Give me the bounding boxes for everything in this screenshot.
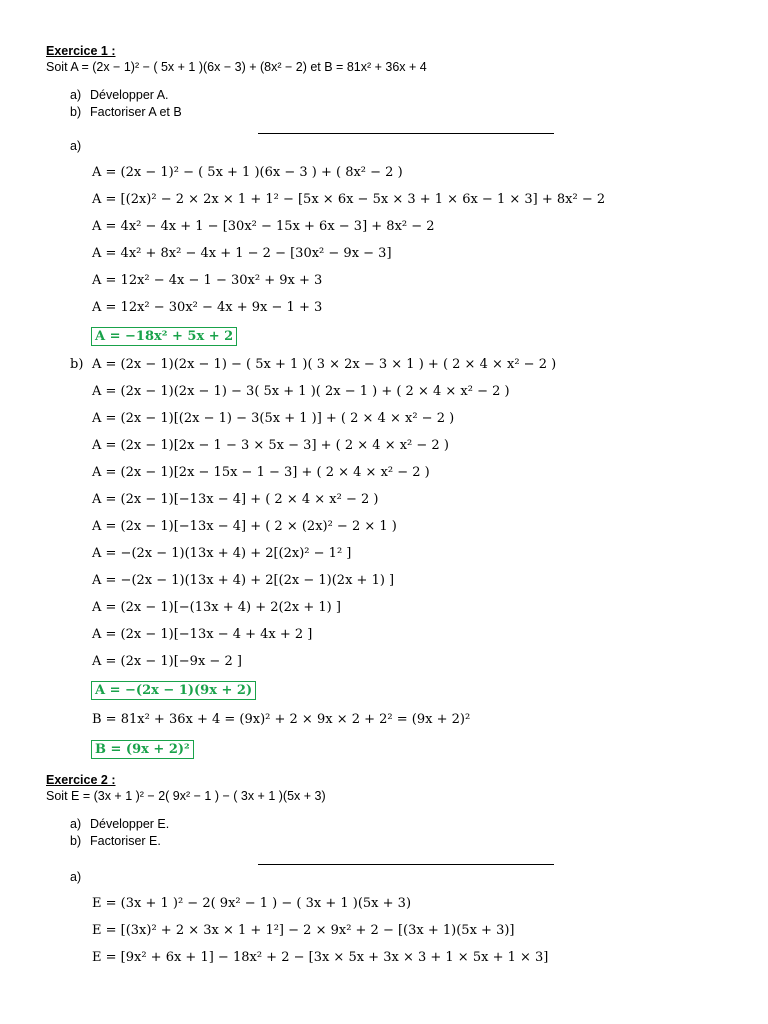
equation-line: A = (2x − 1)² − ( 5x + 1 )(6x − 3 ) + ( 8x² − 2 ) (92, 165, 403, 180)
equation-line: A = (2x − 1)[−13x − 4] + ( 2 × (2x)² − 2 × 1 ) (92, 519, 397, 534)
task-text: Factoriser A et B (90, 105, 182, 119)
task-label: a) (70, 817, 82, 831)
task-item (70, 88, 169, 102)
result-a-developed: A = −18x² + 5x + 2 (91, 327, 237, 346)
result-box (91, 327, 237, 346)
equation-line: A = 12x² − 30x² − 4x + 9x − 1 + 3 (92, 300, 323, 315)
equation-line: E = (3x + 1 )² − 2( 9x² − 1 ) − ( 3x + 1 )(5x + 3) (92, 896, 412, 911)
part-a-label: a) (70, 870, 82, 884)
equation-line: A = −(2x − 1)(13x + 4) + 2[(2x − 1)(2x + 1) ] (92, 573, 395, 588)
exercise-1-statement: Soit A = (2x − 1)² − ( 5x + 1 )(6x − 3) + (8x² − 2) et B = 81x² + 36x + 4 (46, 60, 427, 74)
equation-line: A = 4x² − 4x + 1 − [30x² − 15x + 6x − 3] + 8x² − 2 (92, 219, 435, 234)
task-text: Développer E. (90, 817, 170, 831)
task-label: a) (70, 88, 82, 102)
equation-line: A = (2x − 1)[−13x − 4] + ( 2 × 4 × x² − 2 ) (92, 492, 379, 507)
result-a-factored: A = −(2x − 1)(9x + 2) (91, 681, 256, 700)
task-item (70, 105, 182, 119)
task-text: Factoriser E. (90, 834, 161, 848)
task-item (70, 817, 169, 831)
equation-line: A = (2x − 1)[−(13x + 4) + 2(2x + 1) ] (92, 600, 341, 615)
part-b-label: b) (70, 357, 84, 372)
equation-line: E = [9x² + 6x + 1] − 18x² + 2 − [3x × 5x + 3x × 3 + 1 × 5x + 1 × 3] (92, 950, 549, 965)
part-a-label: a) (70, 139, 82, 153)
task-text: Développer A. (90, 88, 169, 102)
task-label: b) (70, 105, 82, 119)
separator-line (258, 864, 554, 865)
result-box (91, 740, 194, 759)
task-item (70, 834, 161, 848)
equation-line: A = (2x − 1)[2x − 15x − 1 − 3] + ( 2 × 4 × x² − 2 ) (92, 465, 430, 480)
result-box (91, 681, 256, 700)
equation-line: A = [(2x)² − 2 × 2x × 1 + 1² − [5x × 6x − 5x × 3 + 1 × 6x − 1 × 3] + 8x² − 2 (92, 192, 606, 207)
equation-line: A = (2x − 1)[−13x − 4 + 4x + 2 ] (92, 627, 313, 642)
equation-line: A = 4x² + 8x² − 4x + 1 − 2 − [30x² − 9x − 3] (92, 246, 392, 261)
equation-line: A = (2x − 1)[−9x − 2 ] (92, 654, 242, 669)
exercise-1-title: Exercice 1 : (46, 44, 116, 58)
exercise-2-title: Exercice 2 : (46, 773, 116, 787)
equation-line: A = (2x − 1)[(2x − 1) − 3(5x + 1 )] + ( 2 × 4 × x² − 2 ) (92, 411, 455, 426)
equation-line: B = 81x² + 36x + 4 = (9x)² + 2 × 9x × 2 + 2² = (9x + 2)² (92, 712, 471, 727)
exercise-2-statement: Soit E = (3x + 1 )² − 2( 9x² − 1 ) − ( 3x + 1 )(5x + 3) (46, 789, 326, 803)
equation-line: A = (2x − 1)(2x − 1) − 3( 5x + 1 )( 2x − 1 ) + ( 2 × 4 × x² − 2 ) (92, 384, 510, 399)
equation-line: A = (2x − 1)[2x − 1 − 3 × 5x − 3] + ( 2 × 4 × x² − 2 ) (92, 438, 449, 453)
task-label: b) (70, 834, 82, 848)
result-b-factored: B = (9x + 2)² (91, 740, 194, 759)
equation-line: A = (2x − 1)(2x − 1) − ( 5x + 1 )( 3 × 2x − 3 × 1 ) + ( 2 × 4 × x² − 2 ) (92, 357, 557, 372)
equation-line: A = 12x² − 4x − 1 − 30x² + 9x + 3 (92, 273, 323, 288)
separator-line (258, 133, 554, 134)
equation-line: A = −(2x − 1)(13x + 4) + 2[(2x)² − 1² ] (92, 546, 352, 561)
equation-line: E = [(3x)² + 2 × 3x × 1 + 1²] − 2 × 9x² + 2 − [(3x + 1)(5x + 3)] (92, 923, 515, 938)
